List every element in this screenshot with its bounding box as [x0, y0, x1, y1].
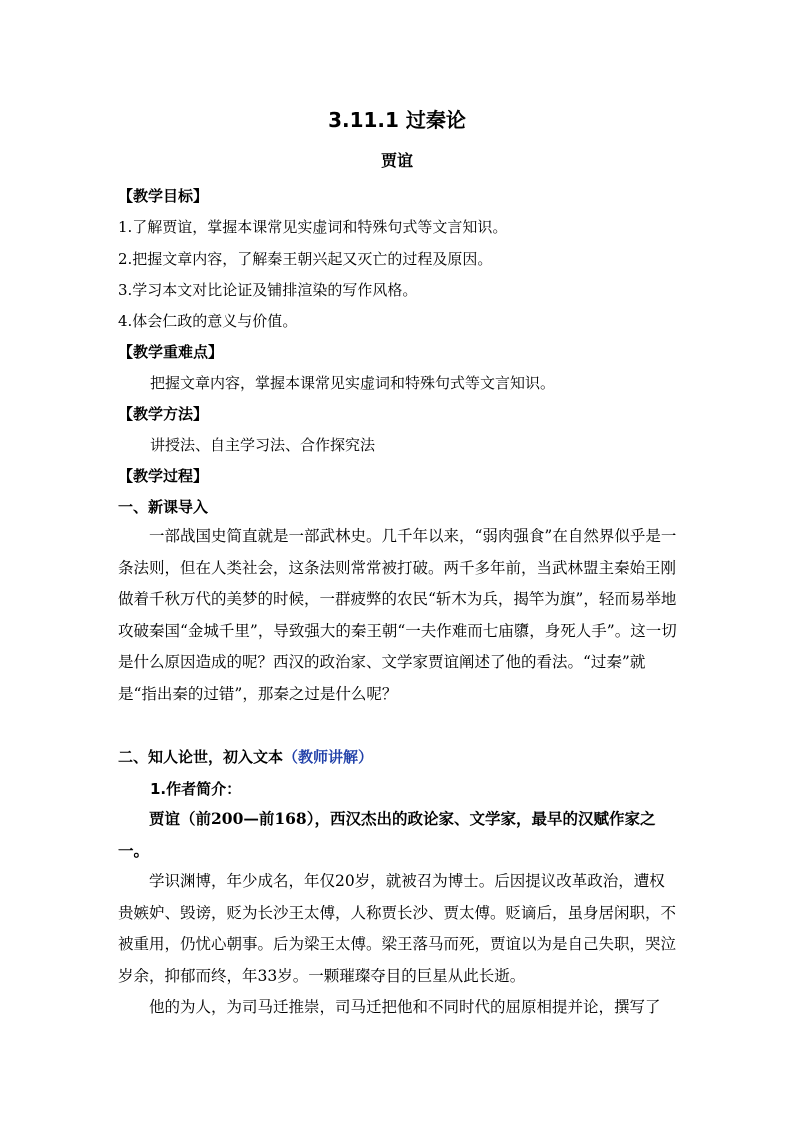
goal-item-2: 2.把握文章内容，了解秦王朝兴起又灭亡的过程及原因。 — [118, 250, 493, 268]
author-intro-subheading: 1.作者简介： — [150, 780, 242, 798]
goals-heading: 【教学目标】 — [118, 187, 209, 205]
methods-text: 讲授法、自主学习法、合作探究法 — [150, 436, 376, 454]
author-name: 贾谊 — [380, 151, 413, 170]
goal-item-1: 1.了解贾谊，掌握本课常见实虚词和特殊句式等文言知识。 — [118, 218, 508, 236]
key-points-text: 把握文章内容，掌握本课常见实虚词和特殊句式等文言知识。 — [150, 374, 556, 392]
document-title: 3.11.1 过秦论 — [328, 108, 466, 132]
section2-heading — [118, 747, 688, 767]
author-bio — [118, 803, 678, 1024]
author-bio-bold: 贾谊（前200—前168），西汉杰出的政论家、文学家，最早的汉赋作家之一。 — [118, 809, 656, 860]
section2-title: 二、知人论世，初入文本 — [118, 748, 284, 766]
section1-paragraph — [118, 521, 678, 710]
goal-item-4: 4.体会仁政的意义与价值。 — [118, 312, 298, 330]
intro-text: 一部战国史简直就是一部武林史。几千年以来，“弱肉强食”在自然界似乎是一条法则，但在人类社会，这条法则常常被打破。两千多年前，当武林盟主秦始王刚做着千秋万代的美梦的时候，一群疲弊的农民“斩木为兵，揭竿为旗”，轻而易举地攻破秦国“金城千里”，导致强大的秦王朝“一夫作难而七庙隳，身死人手”。这一切是什么原因造成的呢？西汉的政治家、文学家贾谊阐述了他的看法。“过秦”就是“指出秦的过错”，那秦之过是什么呢？ — [118, 527, 677, 703]
author-bio-para1: 学识渊博，年少成名，年仅20岁，就被召为博士。后因提议改革政治，遭权贵嫉妒、毁谤，贬为长沙王太傅，人称贾长沙、贾太傅。贬谪后，虽身居闲职，不被重用，仍忧心朝事。后为梁王太傅。梁王落马而死，贾谊以为是自己失职，哭泣岁余，抑郁而终，年33岁。一颗璀璨夺目的巨星从此长逝。 — [118, 872, 677, 985]
process-heading: 【教学过程】 — [118, 467, 209, 485]
author-bio-para2: 他的为人，为司马迁推崇，司马迁把他和不同时代的屈原相提并论，撰写了 — [149, 998, 661, 1016]
section2-note: （教师讲解） — [283, 748, 374, 766]
methods-heading: 【教学方法】 — [118, 405, 209, 423]
key-points-heading: 【教学重难点】 — [118, 343, 224, 361]
section1-heading: 一、新课导入 — [118, 498, 209, 516]
goal-item-3: 3.学习本文对比论证及铺排渲染的写作风格。 — [118, 281, 418, 299]
